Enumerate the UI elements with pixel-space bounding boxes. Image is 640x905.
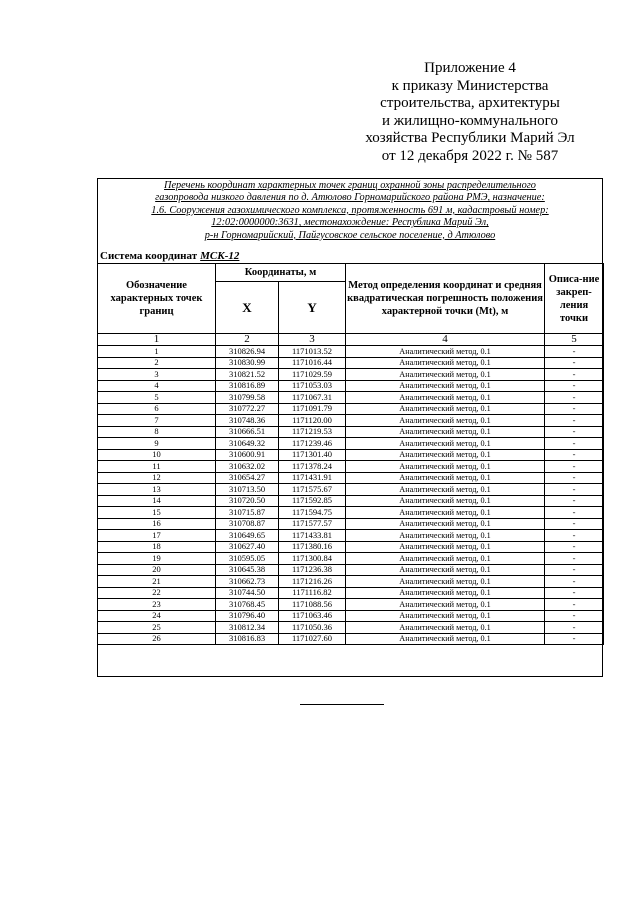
y-cell: 1171575.67 bbox=[279, 484, 346, 496]
method-cell: Аналитический метод, 0.1 bbox=[346, 392, 545, 404]
point-number-cell: 12 bbox=[98, 472, 216, 484]
method-cell: Аналитический метод, 0.1 bbox=[346, 622, 545, 634]
y-cell: 1171091.79 bbox=[279, 403, 346, 415]
description-cell: - bbox=[545, 369, 604, 381]
point-number-cell: 17 bbox=[98, 530, 216, 542]
description-cell: - bbox=[545, 461, 604, 473]
y-cell: 1171380.16 bbox=[279, 541, 346, 553]
table-row bbox=[98, 415, 604, 427]
y-cell: 1171592.85 bbox=[279, 495, 346, 507]
point-number-cell: 13 bbox=[98, 484, 216, 496]
point-number-cell: 7 bbox=[98, 415, 216, 427]
x-cell: 310720.50 bbox=[216, 495, 279, 507]
table-caption bbox=[97, 180, 603, 242]
table-row bbox=[98, 564, 604, 576]
method-cell: Аналитический метод, 0.1 bbox=[346, 495, 545, 507]
method-cell: Аналитический метод, 0.1 bbox=[346, 576, 545, 588]
description-cell: - bbox=[545, 484, 604, 496]
point-number-cell: 14 bbox=[98, 495, 216, 507]
y-cell: 1171431.91 bbox=[279, 472, 346, 484]
method-cell: Аналитический метод, 0.1 bbox=[346, 587, 545, 599]
x-cell: 310812.34 bbox=[216, 622, 279, 634]
column-number: 1 bbox=[98, 334, 216, 346]
method-cell: Аналитический метод, 0.1 bbox=[346, 610, 545, 622]
table-row bbox=[98, 426, 604, 438]
table-row bbox=[98, 633, 604, 645]
header-point: Обозначение характерных точек границ bbox=[98, 264, 216, 334]
header-description: Описа-ние закреп-ления точки bbox=[545, 264, 604, 334]
y-cell: 1171120.00 bbox=[279, 415, 346, 427]
header-y: Y bbox=[279, 282, 346, 334]
caption-line: 12:02:0000000:3631, местонахождение: Республика Марий Эл, bbox=[211, 217, 489, 229]
x-cell: 310768.45 bbox=[216, 599, 279, 611]
y-cell: 1171016.44 bbox=[279, 357, 346, 369]
signature-line bbox=[300, 704, 384, 705]
x-cell: 310772.27 bbox=[216, 403, 279, 415]
appendix-line: к приказу Министерства bbox=[391, 77, 549, 94]
description-cell: - bbox=[545, 530, 604, 542]
y-cell: 1171116.82 bbox=[279, 587, 346, 599]
coordinate-system bbox=[100, 250, 600, 263]
header-method: Метод определения координат и средняя квадратическая погрешность положения характерной точки (Mt), м bbox=[346, 264, 545, 334]
coordinate-system-label: Система координат bbox=[100, 250, 198, 262]
point-number-cell: 20 bbox=[98, 564, 216, 576]
x-cell: 310649.32 bbox=[216, 438, 279, 450]
description-cell: - bbox=[545, 507, 604, 519]
y-cell: 1171029.59 bbox=[279, 369, 346, 381]
table-row bbox=[98, 484, 604, 496]
appendix-line: Приложение 4 bbox=[424, 60, 516, 76]
table-row bbox=[98, 461, 604, 473]
table-row bbox=[98, 610, 604, 622]
point-number-cell: 6 bbox=[98, 403, 216, 415]
y-cell: 1171239.46 bbox=[279, 438, 346, 450]
table-row bbox=[98, 380, 604, 392]
point-number-cell: 1 bbox=[98, 346, 216, 358]
method-cell: Аналитический метод, 0.1 bbox=[346, 369, 545, 381]
y-cell: 1171378.24 bbox=[279, 461, 346, 473]
description-cell: - bbox=[545, 576, 604, 588]
point-number-cell: 23 bbox=[98, 599, 216, 611]
method-cell: Аналитический метод, 0.1 bbox=[346, 346, 545, 358]
x-cell: 310600.91 bbox=[216, 449, 279, 461]
table-row bbox=[98, 576, 604, 588]
y-cell: 1171433.81 bbox=[279, 530, 346, 542]
description-cell: - bbox=[545, 541, 604, 553]
point-number-cell: 4 bbox=[98, 380, 216, 392]
column-numbers-row bbox=[98, 334, 604, 346]
y-cell: 1171594.75 bbox=[279, 507, 346, 519]
method-cell: Аналитический метод, 0.1 bbox=[346, 633, 545, 645]
caption-line: газопровода низкого давления по д. Атюлово Горномарийского района РМЭ, назначение: bbox=[155, 192, 545, 204]
x-cell: 310816.89 bbox=[216, 380, 279, 392]
method-cell: Аналитический метод, 0.1 bbox=[346, 403, 545, 415]
point-number-cell: 19 bbox=[98, 553, 216, 565]
x-cell: 310830.99 bbox=[216, 357, 279, 369]
y-cell: 1171088.56 bbox=[279, 599, 346, 611]
y-cell: 1171216.26 bbox=[279, 576, 346, 588]
caption-line: Перечень координат характерных точек границ охранной зоны распределительного bbox=[164, 180, 536, 191]
x-cell: 310713.50 bbox=[216, 484, 279, 496]
table-row bbox=[98, 346, 604, 358]
appendix-line: от 12 декабря 2022 г. № 587 bbox=[381, 147, 559, 164]
method-cell: Аналитический метод, 0.1 bbox=[346, 461, 545, 473]
point-number-cell: 15 bbox=[98, 507, 216, 519]
table-row bbox=[98, 392, 604, 404]
header-x: X bbox=[216, 282, 279, 334]
point-number-cell: 5 bbox=[98, 392, 216, 404]
x-cell: 310632.02 bbox=[216, 461, 279, 473]
point-number-cell: 21 bbox=[98, 576, 216, 588]
y-cell: 1171301.40 bbox=[279, 449, 346, 461]
y-cell: 1171050.36 bbox=[279, 622, 346, 634]
column-number: 3 bbox=[279, 334, 346, 346]
point-number-cell: 11 bbox=[98, 461, 216, 473]
point-number-cell: 2 bbox=[98, 357, 216, 369]
table-row bbox=[98, 369, 604, 381]
x-cell: 310595.05 bbox=[216, 553, 279, 565]
description-cell: - bbox=[545, 587, 604, 599]
point-number-cell: 24 bbox=[98, 610, 216, 622]
y-cell: 1171236.38 bbox=[279, 564, 346, 576]
table-row bbox=[98, 438, 604, 450]
x-cell: 310662.73 bbox=[216, 576, 279, 588]
x-cell: 310708.87 bbox=[216, 518, 279, 530]
point-number-cell: 3 bbox=[98, 369, 216, 381]
method-cell: Аналитический метод, 0.1 bbox=[346, 541, 545, 553]
method-cell: Аналитический метод, 0.1 bbox=[346, 426, 545, 438]
header-coords: Координаты, м bbox=[216, 264, 346, 282]
appendix-line: строительства, архитектуры bbox=[380, 95, 560, 111]
method-cell: Аналитический метод, 0.1 bbox=[346, 438, 545, 450]
column-number: 2 bbox=[216, 334, 279, 346]
method-cell: Аналитический метод, 0.1 bbox=[346, 357, 545, 369]
x-cell: 310826.94 bbox=[216, 346, 279, 358]
table-row bbox=[98, 587, 604, 599]
table-row bbox=[98, 599, 604, 611]
table-row bbox=[98, 495, 604, 507]
x-cell: 310627.40 bbox=[216, 541, 279, 553]
description-cell: - bbox=[545, 633, 604, 645]
y-cell: 1171577.57 bbox=[279, 518, 346, 530]
point-number-cell: 8 bbox=[98, 426, 216, 438]
y-cell: 1171300.84 bbox=[279, 553, 346, 565]
table-row bbox=[98, 403, 604, 415]
table-row bbox=[98, 449, 604, 461]
column-number: 4 bbox=[346, 334, 545, 346]
column-number: 5 bbox=[545, 334, 604, 346]
description-cell: - bbox=[545, 472, 604, 484]
table-row bbox=[98, 530, 604, 542]
appendix-line: хозяйства Республики Марий Эл bbox=[365, 130, 575, 146]
method-cell: Аналитический метод, 0.1 bbox=[346, 380, 545, 392]
description-cell: - bbox=[545, 438, 604, 450]
table-row bbox=[98, 357, 604, 369]
description-cell: - bbox=[545, 380, 604, 392]
y-cell: 1171067.31 bbox=[279, 392, 346, 404]
method-cell: Аналитический метод, 0.1 bbox=[346, 518, 545, 530]
x-cell: 310796.40 bbox=[216, 610, 279, 622]
description-cell: - bbox=[545, 553, 604, 565]
point-number-cell: 10 bbox=[98, 449, 216, 461]
table-row bbox=[98, 622, 604, 634]
table-row bbox=[98, 553, 604, 565]
table-row bbox=[98, 518, 604, 530]
caption-line: р-н Горномарийский, Пайгусовское сельское поселение, д Атюлово bbox=[204, 229, 496, 241]
appendix-line: и жилищно-коммунального bbox=[382, 112, 558, 129]
point-number-cell: 22 bbox=[98, 587, 216, 599]
method-cell: Аналитический метод, 0.1 bbox=[346, 599, 545, 611]
y-cell: 1171063.46 bbox=[279, 610, 346, 622]
coordinate-system-value: МСК-12 bbox=[200, 250, 240, 262]
method-cell: Аналитический метод, 0.1 bbox=[346, 484, 545, 496]
y-cell: 1171219.53 bbox=[279, 426, 346, 438]
coordinates-table bbox=[97, 263, 604, 645]
description-cell: - bbox=[545, 392, 604, 404]
description-cell: - bbox=[545, 599, 604, 611]
method-cell: Аналитический метод, 0.1 bbox=[346, 472, 545, 484]
x-cell: 310645.38 bbox=[216, 564, 279, 576]
table-row bbox=[98, 472, 604, 484]
description-cell: - bbox=[545, 495, 604, 507]
x-cell: 310748.36 bbox=[216, 415, 279, 427]
x-cell: 310715.87 bbox=[216, 507, 279, 519]
description-cell: - bbox=[545, 357, 604, 369]
method-cell: Аналитический метод, 0.1 bbox=[346, 564, 545, 576]
x-cell: 310654.27 bbox=[216, 472, 279, 484]
method-cell: Аналитический метод, 0.1 bbox=[346, 507, 545, 519]
method-cell: Аналитический метод, 0.1 bbox=[346, 553, 545, 565]
table-row bbox=[98, 541, 604, 553]
description-cell: - bbox=[545, 346, 604, 358]
description-cell: - bbox=[545, 622, 604, 634]
x-cell: 310744.50 bbox=[216, 587, 279, 599]
description-cell: - bbox=[545, 564, 604, 576]
method-cell: Аналитический метод, 0.1 bbox=[346, 415, 545, 427]
point-number-cell: 9 bbox=[98, 438, 216, 450]
description-cell: - bbox=[545, 415, 604, 427]
description-cell: - bbox=[545, 426, 604, 438]
point-number-cell: 18 bbox=[98, 541, 216, 553]
description-cell: - bbox=[545, 449, 604, 461]
x-cell: 310799.58 bbox=[216, 392, 279, 404]
x-cell: 310816.83 bbox=[216, 633, 279, 645]
x-cell: 310666.51 bbox=[216, 426, 279, 438]
point-number-cell: 26 bbox=[98, 633, 216, 645]
method-cell: Аналитический метод, 0.1 bbox=[346, 449, 545, 461]
x-cell: 310821.52 bbox=[216, 369, 279, 381]
y-cell: 1171013.52 bbox=[279, 346, 346, 358]
appendix-header bbox=[340, 60, 600, 165]
table-row bbox=[98, 507, 604, 519]
description-cell: - bbox=[545, 610, 604, 622]
table-body bbox=[98, 334, 604, 645]
y-cell: 1171053.03 bbox=[279, 380, 346, 392]
point-number-cell: 25 bbox=[98, 622, 216, 634]
description-cell: - bbox=[545, 403, 604, 415]
caption-line: 1.6. Сооружения газохимического комплекса, протяженность 691 м, кадастровый номер: bbox=[151, 204, 549, 216]
method-cell: Аналитический метод, 0.1 bbox=[346, 530, 545, 542]
point-number-cell: 16 bbox=[98, 518, 216, 530]
description-cell: - bbox=[545, 518, 604, 530]
y-cell: 1171027.60 bbox=[279, 633, 346, 645]
x-cell: 310649.65 bbox=[216, 530, 279, 542]
